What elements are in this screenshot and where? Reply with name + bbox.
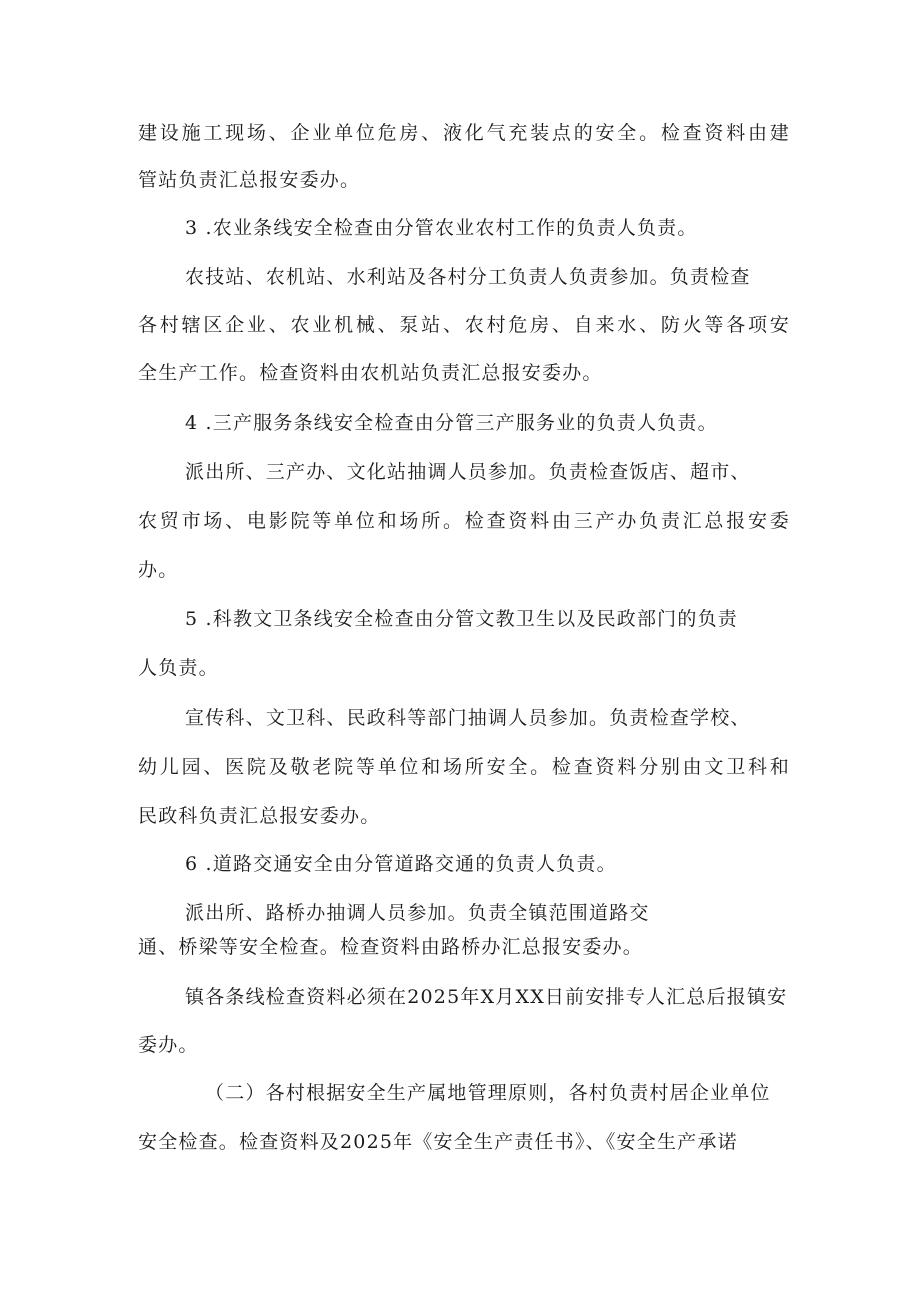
text-line: 委办。 bbox=[138, 1034, 199, 1056]
text-line: 全生产工作。检查资料由农机站负责汇总报安委办。 bbox=[138, 362, 603, 384]
text-line: 管站负责汇总报安委办。 bbox=[138, 169, 361, 191]
text-line: 6 .道路交通安全由分管道路交通的负责人负责。 bbox=[185, 853, 617, 875]
text-line: 建设施工现场、企业单位危房、液化气充装点的安全。检查资料由建 bbox=[138, 122, 790, 144]
text-line: （二）各村根据安全生产属地管理原则，各村负责村居企业单位 bbox=[205, 1082, 771, 1104]
text-line: 安全检查。检查资料及2025年《安全生产责任书》、《安全生产承诺 bbox=[138, 1131, 738, 1153]
text-line: 3 .农业条线安全检查由分管农业农村工作的负责人负责。 bbox=[185, 217, 698, 239]
text-line: 通、桥梁等安全检查。检查资料由路桥办汇总报安委办。 bbox=[138, 936, 644, 958]
text-line: 派出所、三产办、文化站抽调人员参加。负责检查饭店、超市、 bbox=[185, 461, 751, 483]
text-line: 民政科负责汇总报安委办。 bbox=[138, 805, 381, 827]
text-line: 4 .三产服务条线安全检查由分管三产服务业的负责人负责。 bbox=[185, 412, 718, 434]
text-line: 农贸市场、电影院等单位和场所。检查资料由三产办负责汇总报安委 bbox=[138, 510, 790, 532]
text-line: 宣传科、文卫科、民政科等部门抽调人员参加。负责检查学校、 bbox=[185, 707, 751, 729]
text-line: 镇各条线检查资料必须在2025年X月XX日前安排专人汇总后报镇安 bbox=[185, 986, 788, 1008]
text-line: 5 .科教文卫条线安全检查由分管文教卫生以及民政部门的负责 bbox=[185, 608, 738, 630]
text-line: 办。 bbox=[138, 559, 179, 581]
text-line: 人负责。 bbox=[138, 657, 219, 679]
text-line: 幼儿园、医院及敬老院等单位和场所安全。检查资料分别由文卫科和 bbox=[138, 756, 790, 778]
text-line: 农技站、农机站、水利站及各村分工负责人负责参加。负责检查 bbox=[185, 266, 751, 288]
text-line: 各村辖区企业、农业机械、泵站、农村危房、自来水、防火等各项安 bbox=[138, 314, 790, 336]
text-line: 派出所、路桥办抽调人员参加。负责全镇范围道路交 bbox=[185, 902, 650, 924]
